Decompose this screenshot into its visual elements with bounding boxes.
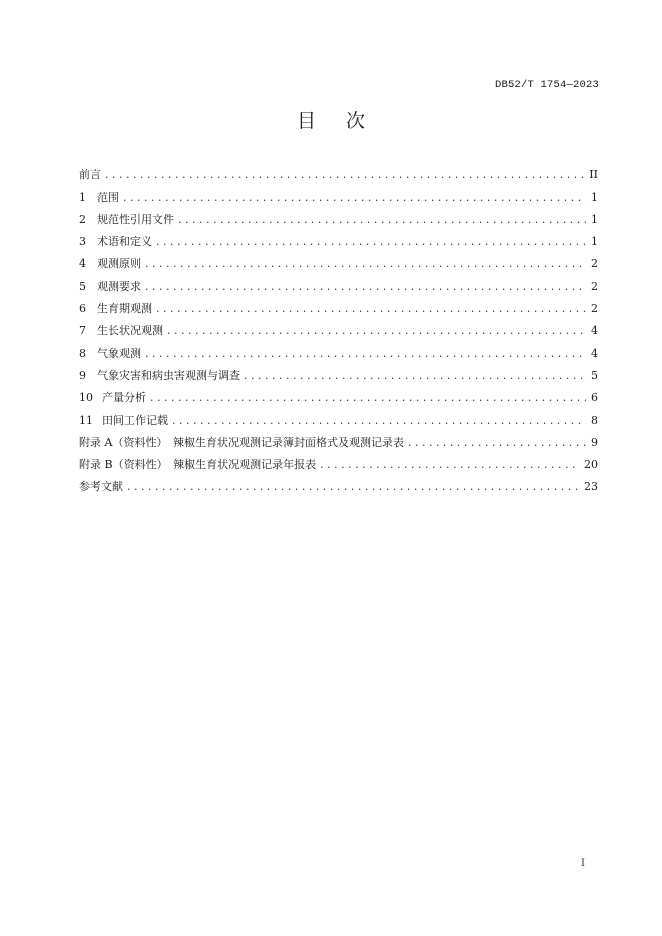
toc-page-number: 2 [591, 302, 598, 316]
toc-leader-dots [127, 476, 580, 498]
toc-page-number: 4 [591, 346, 598, 360]
toc-page-number: 6 [591, 391, 598, 405]
toc-leader-dots [105, 164, 585, 186]
toc-label: 范围 [97, 190, 119, 204]
toc-leader-dots [145, 276, 586, 298]
toc-label: 前言 [79, 168, 101, 182]
toc-page-number: 1 [591, 212, 598, 226]
toc-section-number: 2 [79, 212, 86, 226]
toc-label: 附录 A（资料性） 辣椒生育状况观测记录簿封面格式及观测记录表 [79, 435, 404, 449]
toc-entry-references[interactable] [79, 476, 598, 498]
toc-label: 附录 B（资料性） 辣椒生育状况观测记录年报表 [79, 458, 317, 472]
toc-page-number: 2 [591, 279, 598, 293]
toc-entry-2[interactable] [79, 209, 598, 231]
toc-section-number: 6 [79, 302, 86, 316]
toc-section-number: 3 [79, 235, 86, 249]
toc-page-number: 8 [591, 413, 598, 427]
toc-entry-3[interactable] [79, 231, 598, 253]
toc-entry-1[interactable] [79, 186, 598, 208]
toc-page-number: 1 [591, 190, 598, 204]
toc-label: 产量分析 [102, 391, 146, 405]
page-number: I [581, 858, 585, 869]
toc-label: 参考文献 [79, 480, 123, 494]
toc-leader-dots [156, 298, 586, 320]
toc-entry-foreword[interactable] [79, 164, 598, 186]
toc-entry-10[interactable] [79, 387, 598, 409]
toc-section-number: 11 [79, 413, 93, 427]
toc-entry-6[interactable] [79, 298, 598, 320]
document-code: DB52/T 1754—2023 [494, 79, 599, 91]
toc-section-number: 7 [79, 324, 86, 338]
toc-page-number: 4 [591, 324, 598, 338]
toc-section-number: 5 [79, 279, 86, 293]
toc-leader-dots [123, 187, 586, 209]
toc-section-number: 10 [79, 391, 93, 405]
toc-leader-dots [244, 365, 586, 387]
toc-label: 生育期观测 [97, 302, 152, 316]
toc-page-number: 20 [584, 458, 598, 472]
toc-leader-dots [320, 454, 580, 476]
toc-leader-dots [172, 410, 586, 432]
toc-page-number: 23 [584, 480, 598, 494]
toc-leader-dots [145, 343, 586, 365]
toc-label: 术语和定义 [97, 235, 152, 249]
toc-leader-dots [156, 231, 586, 253]
toc-section-number: 8 [79, 346, 86, 360]
toc-page-number: 9 [591, 435, 598, 449]
toc-leader-dots [145, 253, 586, 275]
toc-page-number: 5 [591, 368, 598, 382]
toc-leader-dots [408, 432, 586, 454]
toc-section-number: 1 [79, 190, 86, 204]
toc-leader-dots [178, 209, 586, 231]
toc-entry-5[interactable] [79, 275, 598, 297]
toc-entry-4[interactable] [79, 253, 598, 275]
toc-page-number: 2 [591, 257, 598, 271]
toc-entry-7[interactable] [79, 320, 598, 342]
toc-entry-appendix-b[interactable] [79, 454, 598, 476]
toc-label: 气象观测 [97, 346, 141, 360]
toc-leader-dots [167, 320, 586, 342]
toc-label: 田间工作记载 [102, 413, 168, 427]
toc-section-number: 4 [79, 257, 86, 271]
page-title: 目次 [296, 110, 395, 132]
toc-label: 规范性引用文件 [97, 212, 174, 226]
toc-entry-appendix-a[interactable] [79, 432, 598, 454]
toc-entry-9[interactable] [79, 365, 598, 387]
toc-label: 观测原则 [97, 257, 141, 271]
toc-entry-8[interactable] [79, 342, 598, 364]
toc-page-number: II [589, 168, 598, 182]
toc-leader-dots [150, 387, 586, 409]
toc-label: 观测要求 [97, 279, 141, 293]
toc-page-number: 1 [591, 235, 598, 249]
toc-section-number: 9 [79, 368, 86, 382]
toc-label: 生长状况观测 [97, 324, 163, 338]
table-of-contents [79, 164, 598, 498]
toc-entry-11[interactable] [79, 409, 598, 431]
toc-label: 气象灾害和病虫害观测与调查 [97, 368, 240, 382]
